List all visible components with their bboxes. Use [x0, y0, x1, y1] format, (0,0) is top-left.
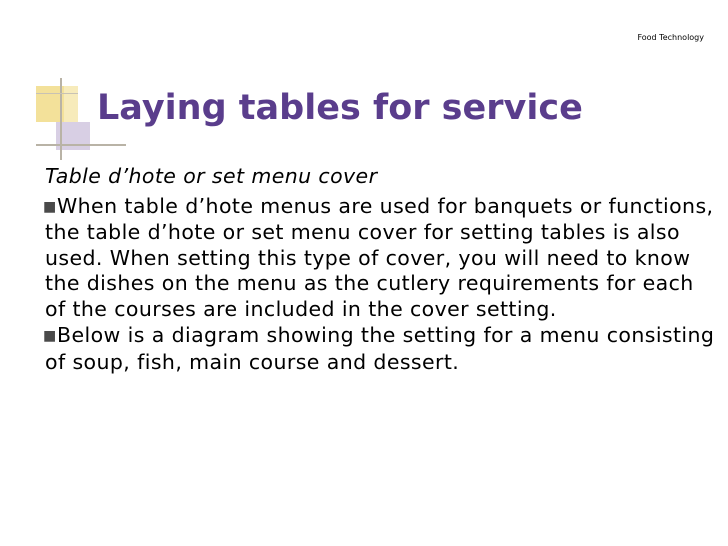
square-bullet-icon: ■	[43, 328, 57, 344]
decoration-square-light-yellow	[64, 86, 78, 122]
decoration-vertical-line	[60, 78, 62, 160]
bullet-text: When table d’hote menus are used for banquets or functions, the table d’hote or set menu cover for setting tables is also used. When setting this type of cover, you will need to know the dishes on the menu as the cutlery requirements for each of the courses are included in the cover setting.	[45, 193, 714, 321]
bullet-text: Below is a diagram showing the setting for a menu consisting of soup, fish, main course and dessert.	[45, 323, 715, 374]
slide-title: Laying tables for service	[97, 88, 583, 128]
decoration-horizontal-line-bottom	[36, 144, 126, 146]
title-decoration	[0, 0, 110, 170]
header-note: Food Technology	[637, 33, 704, 42]
slide-subheading: Table d’hote or set menu cover	[45, 164, 378, 188]
bullet-item	[45, 323, 715, 375]
slide-body	[45, 164, 715, 376]
decoration-horizontal-line-top	[36, 93, 78, 94]
bullet-item	[45, 194, 715, 323]
square-bullet-icon: ■	[43, 198, 57, 215]
